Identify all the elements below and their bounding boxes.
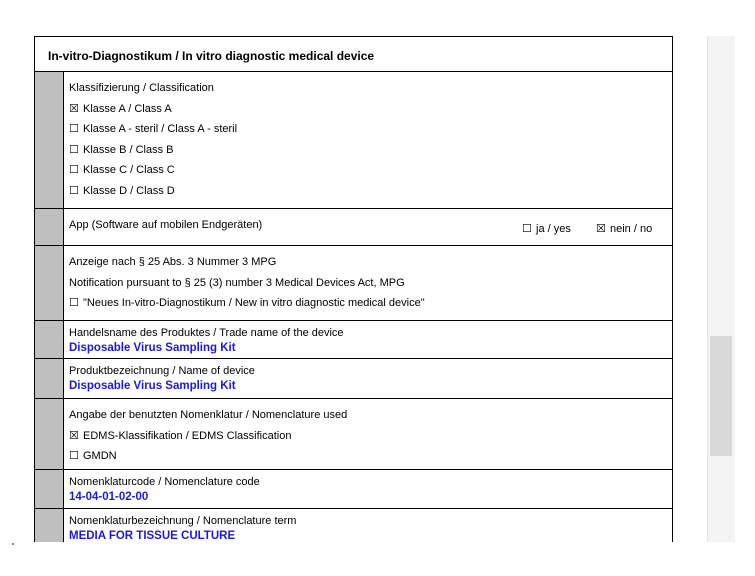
- product-name-value: Disposable Virus Sampling Kit: [69, 379, 236, 392]
- app-row: [35, 209, 672, 246]
- trade-name-content: [69, 321, 672, 355]
- classification-row: [35, 72, 672, 209]
- option-label: Klasse D / Class D: [83, 184, 175, 197]
- notification-option[interactable]: [69, 293, 672, 314]
- checked-checkbox-icon[interactable]: ☒: [69, 101, 79, 115]
- option-label: Klasse B / Class B: [83, 143, 174, 156]
- checked-checkbox-icon[interactable]: ☒: [596, 222, 606, 235]
- unchecked-checkbox-icon[interactable]: ☐: [69, 163, 79, 176]
- product-name-row: [35, 359, 672, 399]
- nomenclature-option[interactable]: [69, 446, 672, 467]
- nomenclature-row: [35, 399, 672, 470]
- notification-content: [69, 246, 672, 314]
- notification-line-en: Notification pursuant to § 25 (3) number 3 Medical Devices Act, MPG: [69, 276, 405, 289]
- option-label: EDMS-Klassifikation / EDMS Classification: [83, 429, 292, 442]
- option-label: Klasse A / Class A: [83, 102, 172, 115]
- nomenclature-label: Angabe der benutzten Nomenklatur / Nomenclature used: [69, 409, 348, 421]
- app-no-option[interactable]: [596, 222, 652, 235]
- nomenclature-term-value: MEDIA FOR TISSUE CULTURE: [69, 529, 236, 542]
- product-name-content: [69, 359, 672, 393]
- nomenclature-code-value: 14-04-01-02-00: [69, 490, 149, 503]
- row-marker: [35, 470, 64, 508]
- classification-option[interactable]: [69, 99, 672, 120]
- nomenclature-code-label: Nomenklaturcode / Nomenclature code: [69, 476, 260, 488]
- product-name-label: Produktbezeichnung / Name of device: [69, 365, 255, 377]
- unchecked-checkbox-icon[interactable]: ☐: [69, 183, 79, 197]
- option-label: Klasse C / Class C: [83, 164, 175, 176]
- page-mark: [12, 543, 14, 545]
- row-marker: [35, 509, 64, 542]
- classification-option[interactable]: [69, 181, 672, 202]
- row-marker: [35, 246, 64, 320]
- notification-row: [35, 246, 672, 321]
- nomenclature-term-row: [35, 509, 672, 542]
- vertical-scrollbar[interactable]: [707, 36, 735, 542]
- app-label: App (Software auf mobilen Endgeräten): [69, 219, 263, 231]
- option-label: Klasse A - steril / Class A - steril: [83, 123, 238, 135]
- nomenclature-code-content: [69, 470, 672, 504]
- row-marker: [35, 321, 64, 358]
- unchecked-checkbox-icon[interactable]: ☐: [69, 122, 79, 135]
- nomenclature-term-content: [69, 509, 672, 542]
- classification-content: [69, 72, 672, 201]
- yes-label: ja / yes: [536, 223, 571, 235]
- unchecked-checkbox-icon[interactable]: ☐: [69, 296, 79, 309]
- notification-line-de: Anzeige nach § 25 Abs. 3 Nummer 3 MPG: [69, 256, 277, 268]
- option-label: "Neues In-vitro-Diagnostikum / New in vitro diagnostic medical device": [83, 297, 425, 309]
- classification-option[interactable]: [69, 160, 672, 181]
- row-marker: [35, 399, 64, 469]
- unchecked-checkbox-icon[interactable]: ☐: [69, 142, 79, 156]
- unchecked-checkbox-icon[interactable]: ☐: [522, 222, 532, 235]
- checked-checkbox-icon[interactable]: ☒: [69, 428, 79, 442]
- trade-name-row: [35, 321, 672, 359]
- scrollbar-thumb[interactable]: [710, 336, 732, 456]
- nomenclature-term-label: Nomenklaturbezeichnung / Nomenclature term: [69, 515, 297, 527]
- classification-option[interactable]: [69, 119, 672, 140]
- section-title: In-vitro-Diagnostikum / In vitro diagnostic medical device: [35, 37, 672, 72]
- app-yes-option[interactable]: [522, 222, 571, 235]
- nomenclature-option[interactable]: [69, 426, 672, 447]
- form-table: [34, 36, 673, 542]
- row-marker: [35, 72, 64, 208]
- classification-label: Klassifizierung / Classification: [69, 82, 214, 94]
- classification-option[interactable]: [69, 140, 672, 161]
- trade-name-label: Handelsname des Produktes / Trade name of the device: [69, 327, 344, 339]
- row-marker: [35, 359, 64, 398]
- trade-name-value: Disposable Virus Sampling Kit: [69, 341, 236, 354]
- no-label: nein / no: [610, 223, 653, 235]
- nomenclature-content: [69, 399, 672, 467]
- option-label: GMDN: [83, 450, 117, 462]
- unchecked-checkbox-icon[interactable]: ☐: [69, 449, 79, 462]
- nomenclature-code-row: [35, 470, 672, 509]
- row-marker: [35, 209, 64, 245]
